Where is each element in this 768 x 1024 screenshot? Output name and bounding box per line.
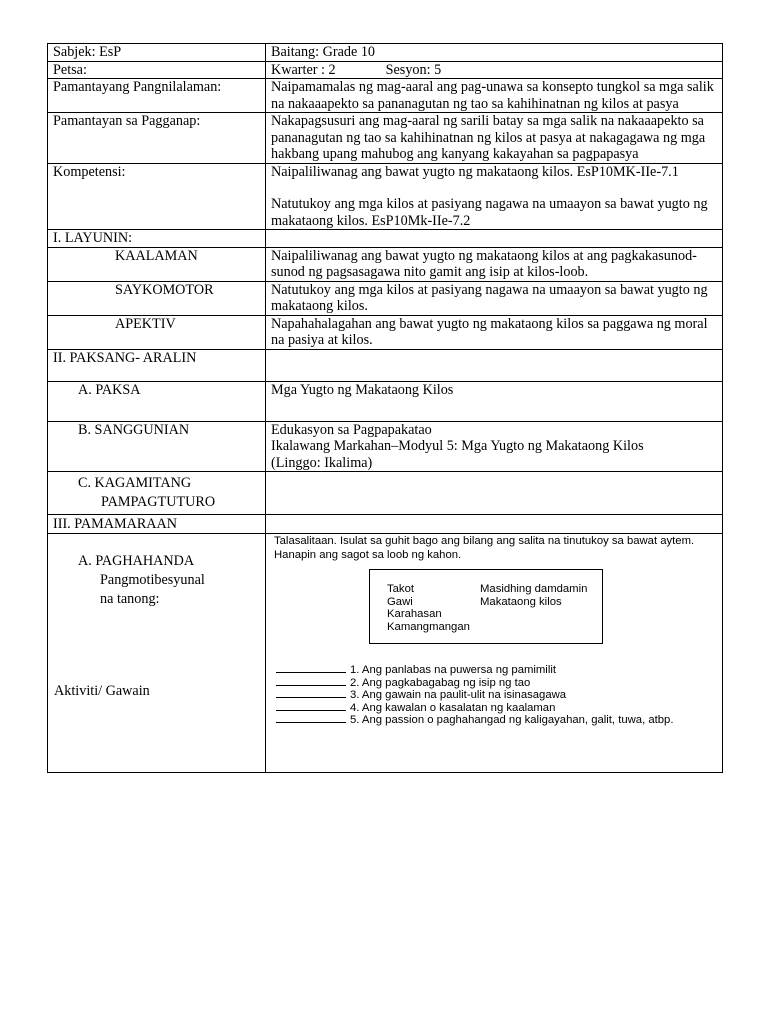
psychomotor-text: Natutukoy ang mga kilos at pasiyang nagawa na umaayon sa bawat yugto ng makataong kilos. [266,281,723,315]
lesson-plan-table [47,43,723,773]
knowledge-label: KAALAMAN [115,247,198,264]
competency-row [48,163,723,230]
subject-matter-heading: II. PAKSANG- ARALIN [48,349,266,381]
prep-sub-2: na tanong: [100,591,160,607]
knowledge-row [48,247,723,281]
psychomotor-row [48,281,723,315]
procedure-row [48,534,723,773]
activity-items [276,664,673,727]
competency-cell [266,163,723,230]
word-bank-word: Takot [387,583,415,595]
session-label: Sesyon: 5 [385,61,442,78]
subject-cell: Sabjek: EsP [48,44,266,62]
reference-label: B. SANGGUNIAN [78,421,190,438]
activity-item [276,664,673,677]
activity-item-text: 1. Ang panlabas na puwersa ng pamimilit [350,664,556,676]
content-standard-text: Naipamamalas ng mag-aaral ang pag-unawa sa konsepto tungkol sa mga salik na nakaaapekto sa pananagutan ng tao sa kahihinatnan ng kilos at pasya [266,79,723,113]
reference-row [48,421,723,472]
performance-standard-row [48,113,723,164]
content-standard-label: Pamantayang Pangnilalaman: [48,79,266,113]
affective-text: Napahahalagahan ang bawat yugto ng makataong kilos sa paggawa ng moral na pasiya at kilos. [266,315,723,349]
topic-text: Mga Yugto ng Makataong Kilos [266,381,723,421]
quarter-label: Kwarter : 2 [271,61,336,78]
word-bank-word: Gawi [387,595,413,608]
subject-row [48,44,723,62]
materials-label-1: C. KAGAMITANG [78,475,192,491]
answer-blank[interactable] [276,677,346,686]
content-standard-row [48,79,723,113]
prep-label: A. PAGHAHANDA [78,553,195,569]
materials-label-2: PAMPAGTUTURO [101,494,216,510]
activity-item [276,702,673,715]
competency-1: Naipaliliwanag ang bawat yugto ng makataong kilos. EsP10MK-IIe-7.1 [271,163,679,180]
word-bank-word: Kamangmangan [387,620,470,633]
word-bank-word: Karahasan [387,608,442,620]
topic-label: A. PAKSA [78,381,141,398]
answer-blank[interactable] [276,689,346,698]
activity-item-text: 2. Ang pagkabagabag ng isip ng tao [350,676,531,689]
activity-label: Aktiviti/ Gawain [54,683,150,699]
procedure-heading: III. PAMAMARAAN [48,515,266,534]
affective-row [48,315,723,349]
activity-item-text: 3. Ang gawain na paulit-ulit na isinasagawa [350,689,567,701]
performance-standard-text: Nakapagsusuri ang mag-aaral ng sarili batay sa mga salik na nakaaapekto sa pananagutan ng tao sa kahihinatnan ng kilos at pasya at nakagagawa ng mga hakbang upang mahubog ang kanyang kakayahan sa pagpapasya [266,113,723,164]
topic-row [48,381,723,421]
activity-item-text: 4. Ang kawalan o kasalatan ng kaalaman [350,701,556,714]
materials-row [48,472,723,515]
word-bank-word: Masidhing damdamin [480,583,588,595]
reference-cell [266,421,723,472]
objectives-heading: I. LAYUNIN: [48,230,266,248]
reference-2: Ikalawang Markahan–Modyul 5: Mga Yugto ng Makataong Kilos [271,438,644,454]
quarter-session-cell [266,61,723,79]
objectives-heading-row [48,230,723,248]
competency-label: Kompetensi: [48,163,266,230]
grade-cell: Baitang: Grade 10 [266,44,723,62]
answer-blank[interactable] [276,664,346,673]
activity-item [276,677,673,690]
prep-sub-1: Pangmotibesyunal [100,572,205,588]
date-label: Petsa: [48,61,266,79]
word-bank-box [369,569,603,644]
word-bank-left [387,583,470,633]
subject-matter-heading-row [48,349,723,381]
word-bank-right [480,583,587,608]
activity-worksheet [266,534,722,772]
word-bank-word: Makataong kilos [480,595,562,608]
activity-item [276,714,673,727]
reference-1: Edukasyon sa Pagpapakatao [271,421,432,438]
reference-3: (Linggo: Ikalima) [271,454,373,471]
knowledge-text: Naipaliliwanag ang bawat yugto ng makataong kilos at ang pagkakasunod- sunod ng pagsasagawa nito gamit ang isip at kilos-loob. [266,247,723,281]
procedure-left-cell [48,534,265,772]
affective-label: APEKTIV [115,315,176,332]
activity-instructions: Talasalitaan. Isulat sa guhit bago ang bilang ang salita na tinutukoy sa bawat aytem. Hanapin ang sagot sa loob ng kahon. [274,535,695,561]
competency-2: Natutukoy ang mga kilos at pasiyang nagawa na umaayon sa bawat yugto ng makataong kilos. EsP10Mk-IIe-7.2 [271,196,708,229]
date-row [48,61,723,79]
activity-item-text: 5. Ang passion o paghahangad ng kaligayahan, galit, tuwa, atbp. [350,714,674,726]
activity-item [276,689,673,702]
answer-blank[interactable] [276,702,346,711]
answer-blank[interactable] [276,714,346,723]
procedure-heading-row [48,515,723,534]
psychomotor-label: SAYKOMOTOR [115,281,214,298]
performance-standard-label: Pamantayan sa Pagganap: [48,113,266,164]
